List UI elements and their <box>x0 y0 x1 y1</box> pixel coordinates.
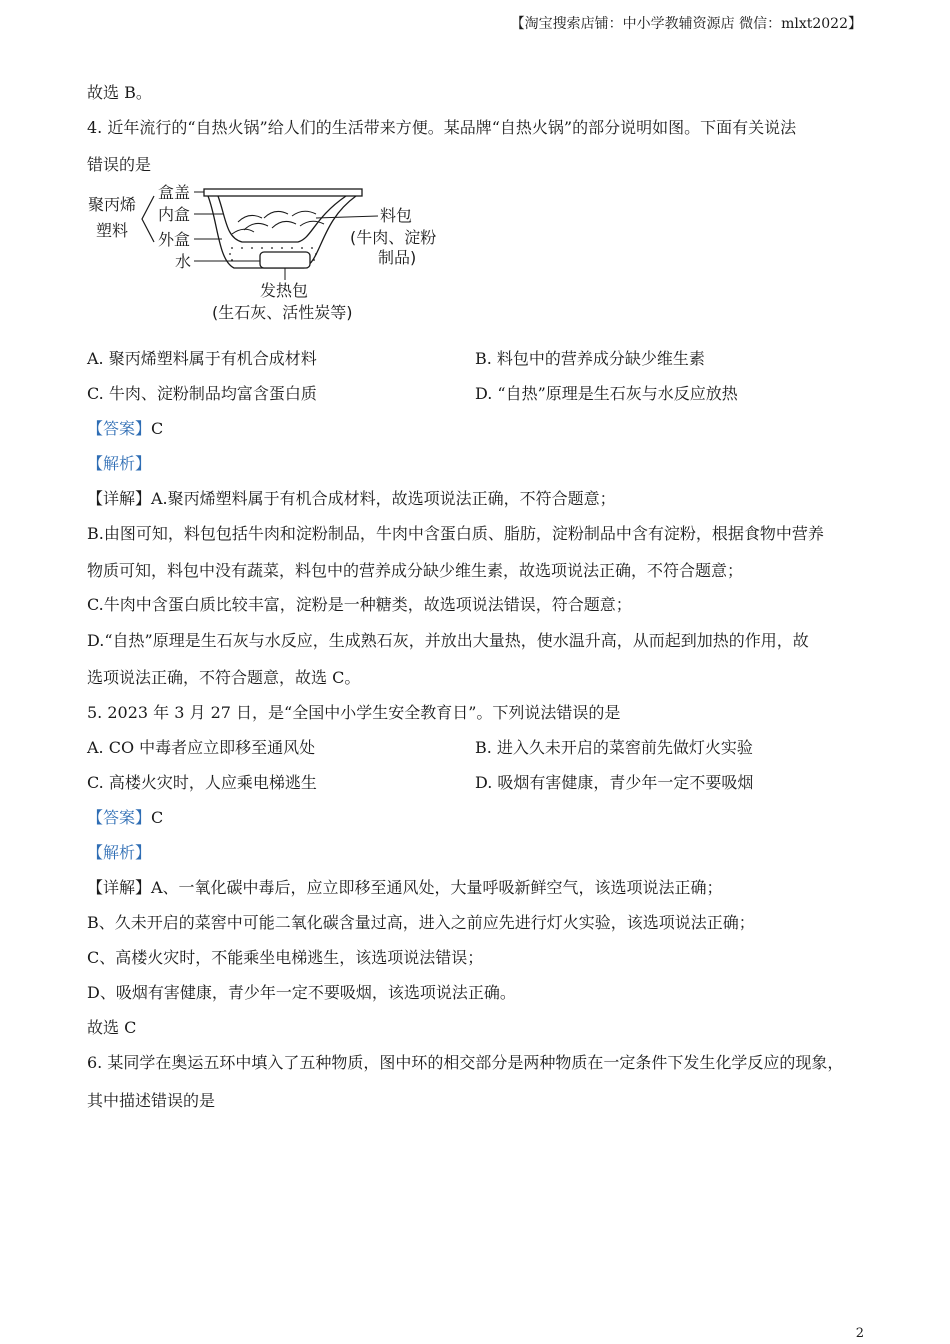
q5-detail-4: D、吸烟有害健康，青少年一定不要吸烟，该选项说法正确。 <box>87 983 516 1002</box>
q4-detail-2b: 物质可知，料包中没有蔬菜，料包中的营养成分缺少维生素，故选项说法正确，不符合题意； <box>87 561 744 580</box>
label-outer-box: 外盒 <box>158 230 191 249</box>
q4-detail-1: 【详解】A.聚丙烯塑料属于有机合成材料，故选项说法正确，不符合题意； <box>87 489 616 508</box>
ingredient-strokes <box>232 211 324 234</box>
q5-option-d: D. 吸烟有害健康，青少年一定不要吸烟 <box>475 773 754 792</box>
q5-option-c: C. 高楼火灾时，人应乘电梯逃生 <box>87 773 317 792</box>
q4-answer <box>87 419 163 439</box>
q4-detail-4b: 选项说法正确，不符合题意，故选 C。 <box>87 668 361 687</box>
q4-detail-3: C.牛肉中含蛋白质比较丰富，淀粉是一种糖类，故选项说法错误，符合题意； <box>87 595 632 614</box>
q5-answer <box>87 808 163 828</box>
label-heat-pack-desc: (生石灰、活性炭等) <box>212 303 353 322</box>
q4-analysis-tag: 【解析】 <box>87 454 152 473</box>
label-heat-pack: 发热包 <box>260 281 309 300</box>
page-number: 2 <box>855 1326 864 1341</box>
q5-option-b: B. 进入久未开启的菜窖前先做灯火实验 <box>475 738 753 757</box>
q5-answer-tag: 【答案】 <box>87 808 152 827</box>
q4-detail-4a: D.“自热”原理是生石灰与水反应，生成熟石灰，并放出大量热，使水温升高，从而起到加热的作用，故 <box>87 631 809 650</box>
inner-box-shape <box>218 196 346 242</box>
question-4-stem-cont: 错误的是 <box>87 155 152 174</box>
q5-detail-3: C、高楼火灾时，不能乘坐电梯逃生，该选项说法错误； <box>87 948 484 967</box>
q4-option-c: C. 牛肉、淀粉制品均富含蛋白质 <box>87 384 317 403</box>
label-lid: 盒盖 <box>158 183 191 202</box>
question-5-stem: 5. 2023 年 3 月 27 日，是“全国中小学生安全教育日”。下列说法错误的是 <box>87 703 621 722</box>
heat-pack-shape <box>260 252 310 268</box>
q4-answer-tag: 【答案】 <box>87 419 152 438</box>
q4-option-a: A. 聚丙烯塑料属于有机合成材料 <box>87 349 317 368</box>
q5-detail-2: B、久未开启的菜窖中可能二氧化碳含量过高，进入之前应先进行灯火实验，该选项说法正确； <box>87 913 755 932</box>
question-6-stem-cont: 其中描述错误的是 <box>87 1091 216 1110</box>
question-6-stem: 6. 某同学在奥运五环中填入了五种物质，图中环的相交部分是两种物质在一定条件下发生化学反应的现象， <box>87 1053 844 1072</box>
label-ingredient-pack: 料包 <box>380 206 413 225</box>
label-polypropylene: 聚丙烯 <box>88 195 137 214</box>
label-ingredient-desc-1: (牛肉、淀粉 <box>350 228 437 247</box>
q5-conclusion: 故选 C <box>87 1018 137 1037</box>
lid-shape <box>204 189 362 196</box>
q5-analysis-tag: 【解析】 <box>87 843 152 862</box>
q4-answer-value: C <box>151 419 164 438</box>
label-ingredient-desc-2: 制品) <box>378 248 417 267</box>
left-brace <box>142 196 154 242</box>
page-header: 【淘宝搜索店铺：中小学教辅资源店 微信：mlxt2022】 <box>510 16 862 32</box>
q4-option-d: D. “自热”原理是生石灰与水反应放热 <box>475 384 738 403</box>
q4-detail-2a: B.由图可知，料包包括牛肉和淀粉制品，牛肉中含蛋白质、脂肪，淀粉制品中含有淀粉，根据食物中营养 <box>87 524 824 543</box>
answer-conclusion-q3: 故选 B。 <box>87 83 152 102</box>
label-inner-box: 内盒 <box>158 205 191 224</box>
q4-option-b: B. 料包中的营养成分缺少维生素 <box>475 349 705 368</box>
self-heating-hotpot-diagram <box>86 182 456 330</box>
question-4-stem: 4. 近年流行的“自热火锅”给人们的生活带来方便。某品牌“自热火锅”的部分说明如图。下面有关说法 <box>87 118 797 137</box>
label-plastic: 塑料 <box>96 221 129 240</box>
q5-answer-value: C <box>151 808 164 827</box>
q5-option-a: A. CO 中毒者应立即移至通风处 <box>87 738 316 757</box>
q5-detail-1: 【详解】A、一氧化碳中毒后，应立即移至通风处，大量呼吸新鲜空气，该选项说法正确； <box>87 878 723 897</box>
label-water: 水 <box>175 252 192 271</box>
